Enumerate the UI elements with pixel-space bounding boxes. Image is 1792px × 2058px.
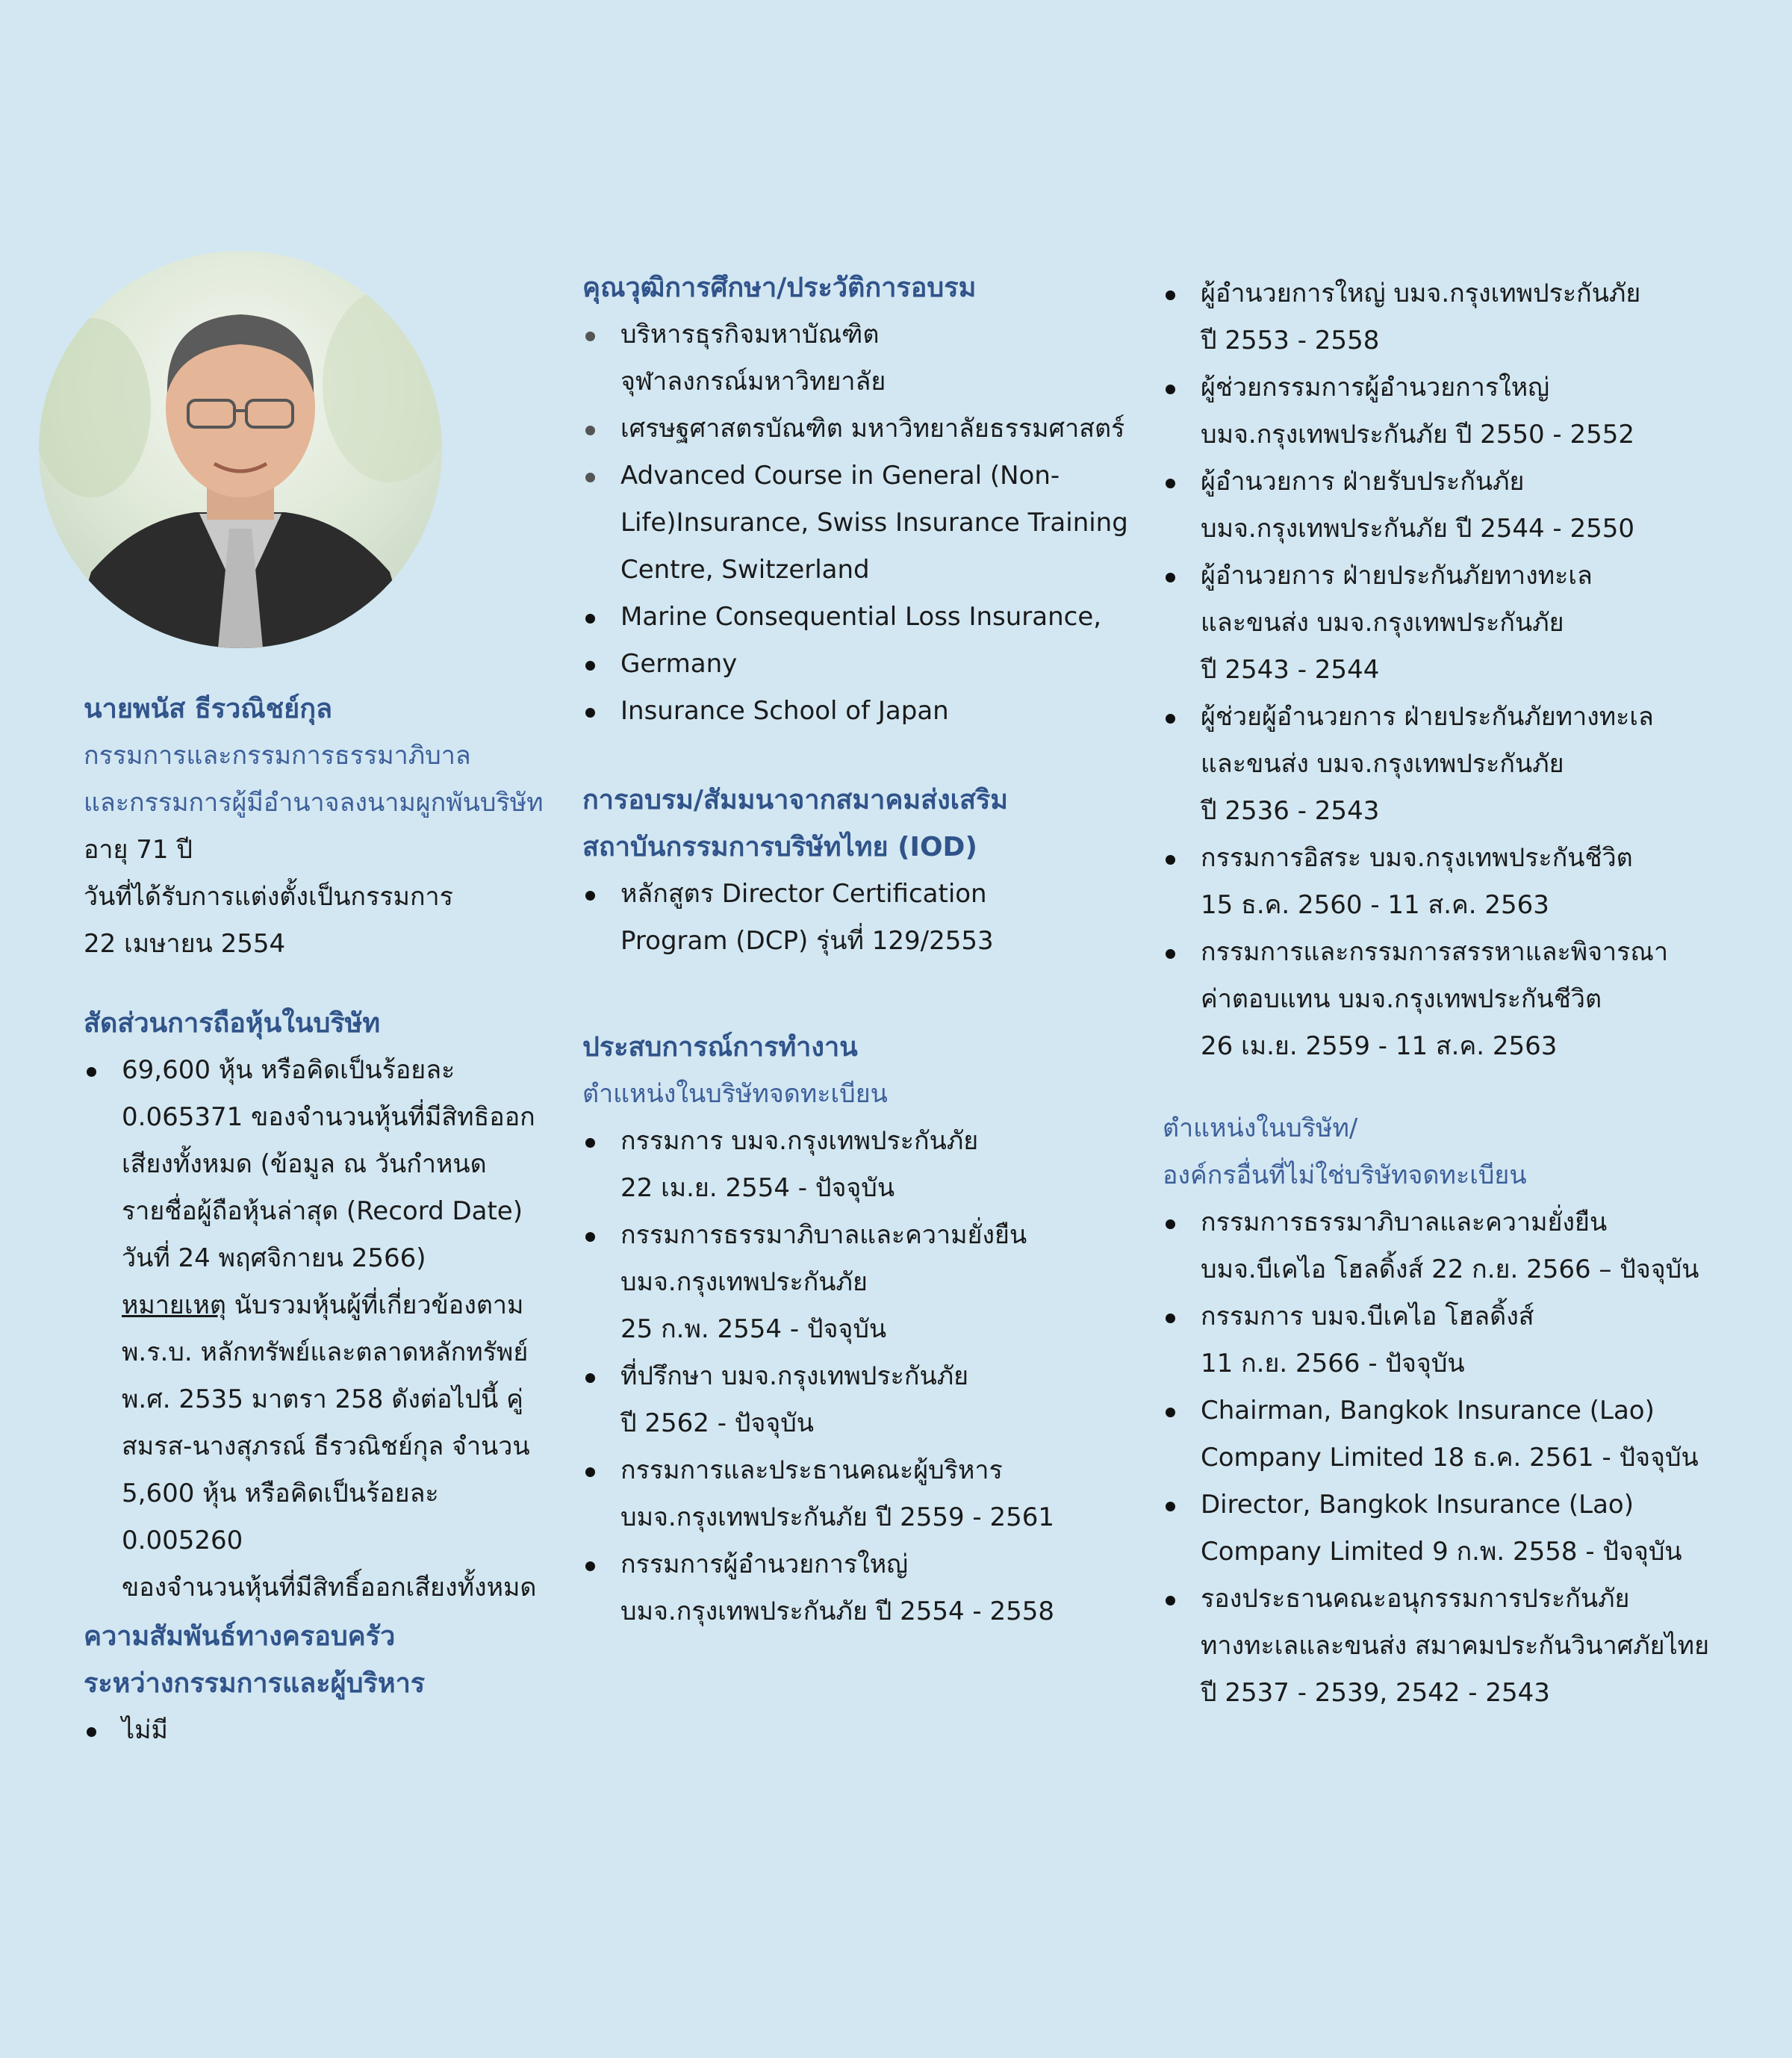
shareholding-line: วันที่ 24 พฤศจิกายน 2566) [122,1243,426,1273]
item-line: กรรมการอิสระ บมจ.กรุงเทพประกันชีวิต [1201,843,1633,873]
item-line: Company Limited 18 ธ.ค. 2561 - ปัจจุบัน [1201,1443,1699,1473]
item-line: กรรมการผู้อำนวยการใหญ่ [620,1549,909,1579]
experience-section [582,1024,1150,1635]
position-item [1163,835,1760,929]
item-line: กรรมการและประธานคณะผู้บริหาร [620,1455,1003,1485]
family-section [84,1613,561,1754]
education-item [582,641,1150,688]
iod-section [582,777,1150,965]
director-portrait [39,251,442,648]
item-line: บมจ.กรุงเทพประกันภัย [620,1267,868,1297]
item-line: ที่ปรึกษา บมจ.กรุงเทพประกันภัย [620,1361,969,1391]
item-line: ปี 2562 - ปัจจุบัน [620,1408,815,1438]
item-line: ผู้อำนวยการใหญ่ บมจ.กรุงเทพประกันภัย [1201,279,1641,308]
position-item [1163,364,1760,458]
iod-heading-line2: สถาบันกรรมการบริษัทไทย (IOD) [582,832,977,862]
item-line: กรรมการธรรมาภิบาลและความยั่งยืน [1201,1207,1608,1237]
item-line: 25 ก.พ. 2554 - ปัจจุบัน [620,1314,887,1344]
shareholding-line: 0.065371 ของจำนวนหุ้นที่มีสิทธิออก [122,1102,535,1132]
position-item [1163,270,1760,364]
position-item [582,1447,1150,1541]
item-line: ค่าตอบแทน บมจ.กรุงเทพประกันชีวิต [1201,984,1602,1014]
item-line: Advanced Course in General (Non- [620,461,1060,491]
shareholding-item [84,1047,561,1611]
item-line: บริหารธุรกิจมหาบัณฑิต [620,320,880,349]
item-line: รองประธานคณะอนุกรรมการประกันภัย [1201,1584,1630,1614]
profile-block [84,686,561,968]
education-item [582,311,1150,405]
position-item [582,1353,1150,1447]
director-age: อายุ 71 ปี [84,835,193,865]
item-line: Marine Consequential Loss Insurance, [620,602,1102,632]
item-line: ปี 2536 - 2543 [1201,796,1380,826]
item-line: และขนส่ง บมจ.กรุงเทพประกันภัย [1201,749,1564,779]
shareholding-line: 69,600 หุ้น หรือคิดเป็นร้อยละ [122,1055,455,1085]
position-item [1163,694,1760,835]
listed-company-heading: ตำแหน่งในบริษัทจดทะเบียน [582,1079,888,1109]
item-line: 22 เม.ย. 2554 - ปัจจุบัน [620,1173,895,1203]
item-line: กรรมการธรรมาภิบาลและความยั่งยืน [620,1220,1027,1250]
listed-positions-continued [1163,270,1760,1070]
shareholding-list [84,1047,561,1611]
note-line: 5,600 หุ้น หรือคิดเป็นร้อยละ 0.005260 [122,1479,439,1555]
position-item [582,1118,1150,1212]
item-line: ผู้ช่วยกรรมการผู้อำนวยการใหญ่ [1201,373,1550,402]
education-item [582,405,1150,453]
item-line: บมจ.บีเคไอ โฮลดิ้งส์ 22 ก.ย. 2566 – ปัจจุบัน [1201,1255,1699,1284]
note-line: พ.ร.บ. หลักทรัพย์และตลาดหลักทรัพย์ [122,1337,529,1367]
position-item [1163,1482,1760,1576]
education-item [582,688,1150,735]
experience-heading: ประสบการณ์การทำงาน [582,1032,858,1063]
note-label: หมายเหตุ [122,1290,226,1320]
shareholding-line: เสียงทั้งหมด (ข้อมูล ณ วันกำหนด [122,1149,487,1179]
item-line: ผู้ช่วยผู้อำนวยการ ฝ่ายประกันภัยทางทะเล [1201,702,1654,732]
item-line: Chairman, Bangkok Insurance (Lao) [1201,1396,1655,1426]
listed-positions-list-continued [1163,270,1760,1070]
other-positions-heading-line2: องค์กรอื่นที่ไม่ใช่บริษัทจดทะเบียน [1163,1160,1527,1190]
item-line: Life)Insurance, Swiss Insurance Training [620,508,1128,538]
shareholding-section [84,1000,561,1611]
item-line: ปี 2537 - 2539, 2542 - 2543 [1201,1678,1550,1708]
item-line: ปี 2553 - 2558 [1201,326,1380,355]
position-item [1163,553,1760,694]
item-line: Germany [620,649,738,679]
item-line: ปี 2543 - 2544 [1201,655,1380,685]
position-item [1163,1293,1760,1387]
family-heading: ความสัมพันธ์ทางครอบครัว [84,1621,396,1652]
item-line: กรรมการ บมจ.กรุงเทพประกันภัย [620,1126,979,1156]
item-line: เศรษฐศาสตรบัณฑิต มหาวิทยาลัยธรรมศาสตร์ [620,414,1125,444]
appointed-label: วันที่ได้รับการแต่งตั้งเป็นกรรมการ [84,882,453,912]
item-line: ผู้อำนวยการ ฝ่ายรับประกันภัย [1201,467,1525,497]
appointed-date: 22 เมษายน 2554 [84,929,286,959]
item-line: หลักสูตร Director Certification [620,879,987,909]
item-line: กรรมการ บมจ.บีเคไอ โฮลดิ้งส์ [1201,1302,1534,1331]
other-positions-heading: ตำแหน่งในบริษัท/ [1163,1113,1358,1143]
listed-positions-list [582,1118,1150,1635]
family-item: ไม่มี [84,1707,561,1754]
item-line: Company Limited 9 ก.พ. 2558 - ปัจจุบัน [1201,1537,1682,1567]
education-item [582,594,1150,641]
shareholding-heading: สัดส่วนการถือหุ้นในบริษัท [84,1008,381,1039]
education-item [582,453,1150,594]
shareholding-line: รายชื่อผู้ถือหุ้นล่าสุด (Record Date) [122,1196,523,1226]
note-line: ของจำนวนหุ้นที่มีสิทธิ์ออกเสียงทั้งหมด [122,1573,537,1602]
item-line: กรรมการและกรรมการสรรหาและพิจารณา [1201,937,1669,967]
item-line: Insurance School of Japan [620,696,949,726]
item-line: จุฬาลงกรณ์มหาวิทยาลัย [620,367,886,397]
education-section [582,264,1150,735]
director-name: นายพนัส ธีรวณิชย์กุล [84,694,333,724]
family-heading-line2: ระหว่างกรรมการและผู้บริหาร [84,1668,426,1699]
family-list [84,1707,561,1754]
position-item [1163,1576,1760,1717]
position-item [1163,929,1760,1070]
item-line: บมจ.กรุงเทพประกันภัย ปี 2550 - 2552 [1201,420,1635,450]
other-positions-list [1163,1199,1760,1717]
item-line: Centre, Switzerland [620,555,870,585]
note-text: นับรวมหุ้นผู้ที่เกี่ยวข้องตาม [225,1290,524,1320]
item-line: ผู้อำนวยการ ฝ่ายประกันภัยทางทะเล [1201,561,1593,591]
item-line: บมจ.กรุงเทพประกันภัย ปี 2554 - 2558 [620,1597,1055,1626]
iod-heading: การอบรม/สัมมนาจากสมาคมส่งเสริม [582,785,1009,815]
position-item [1163,1199,1760,1293]
item-line: 26 เม.ย. 2559 - 11 ส.ค. 2563 [1201,1031,1558,1061]
item-line: และขนส่ง บมจ.กรุงเทพประกันภัย [1201,608,1564,638]
education-list [582,311,1150,735]
director-position: กรรมการและกรรมการธรรมาภิบาล [84,741,471,771]
item-line: 11 ก.ย. 2566 - ปัจจุบัน [1201,1349,1465,1378]
item-line: 15 ธ.ค. 2560 - 11 ส.ค. 2563 [1201,890,1549,920]
iod-list [582,871,1150,965]
position-item [582,1212,1150,1353]
position-item [1163,1387,1760,1482]
position-item [582,1541,1150,1635]
shareholding-note [122,1282,561,1329]
position-item [1163,458,1760,553]
note-line: สมรส-นางสุภรณ์ ธีรวณิชย์กุล จำนวน [122,1431,530,1461]
item-line: ทางทะเลและขนส่ง สมาคมประกันวินาศภัยไทย [1201,1631,1710,1661]
iod-item [582,871,1150,965]
director-position-line2: และกรรมการผู้มีอำนาจลงนามผูกพันบริษัท [84,788,544,818]
item-line: Director, Bangkok Insurance (Lao) [1201,1490,1634,1520]
education-heading: คุณวุฒิการศึกษา/ประวัติการอบรม [582,273,977,303]
item-line: บมจ.กรุงเทพประกันภัย ปี 2559 - 2561 [620,1502,1055,1532]
item-line: Program (DCP) รุ่นที่ 129/2553 [620,926,994,956]
item-line: บมจ.กรุงเทพประกันภัย ปี 2544 - 2550 [1201,514,1635,544]
note-line: พ.ศ. 2535 มาตรา 258 ดังต่อไปนี้ คู่ [122,1384,523,1414]
other-positions-section [1163,1105,1760,1717]
